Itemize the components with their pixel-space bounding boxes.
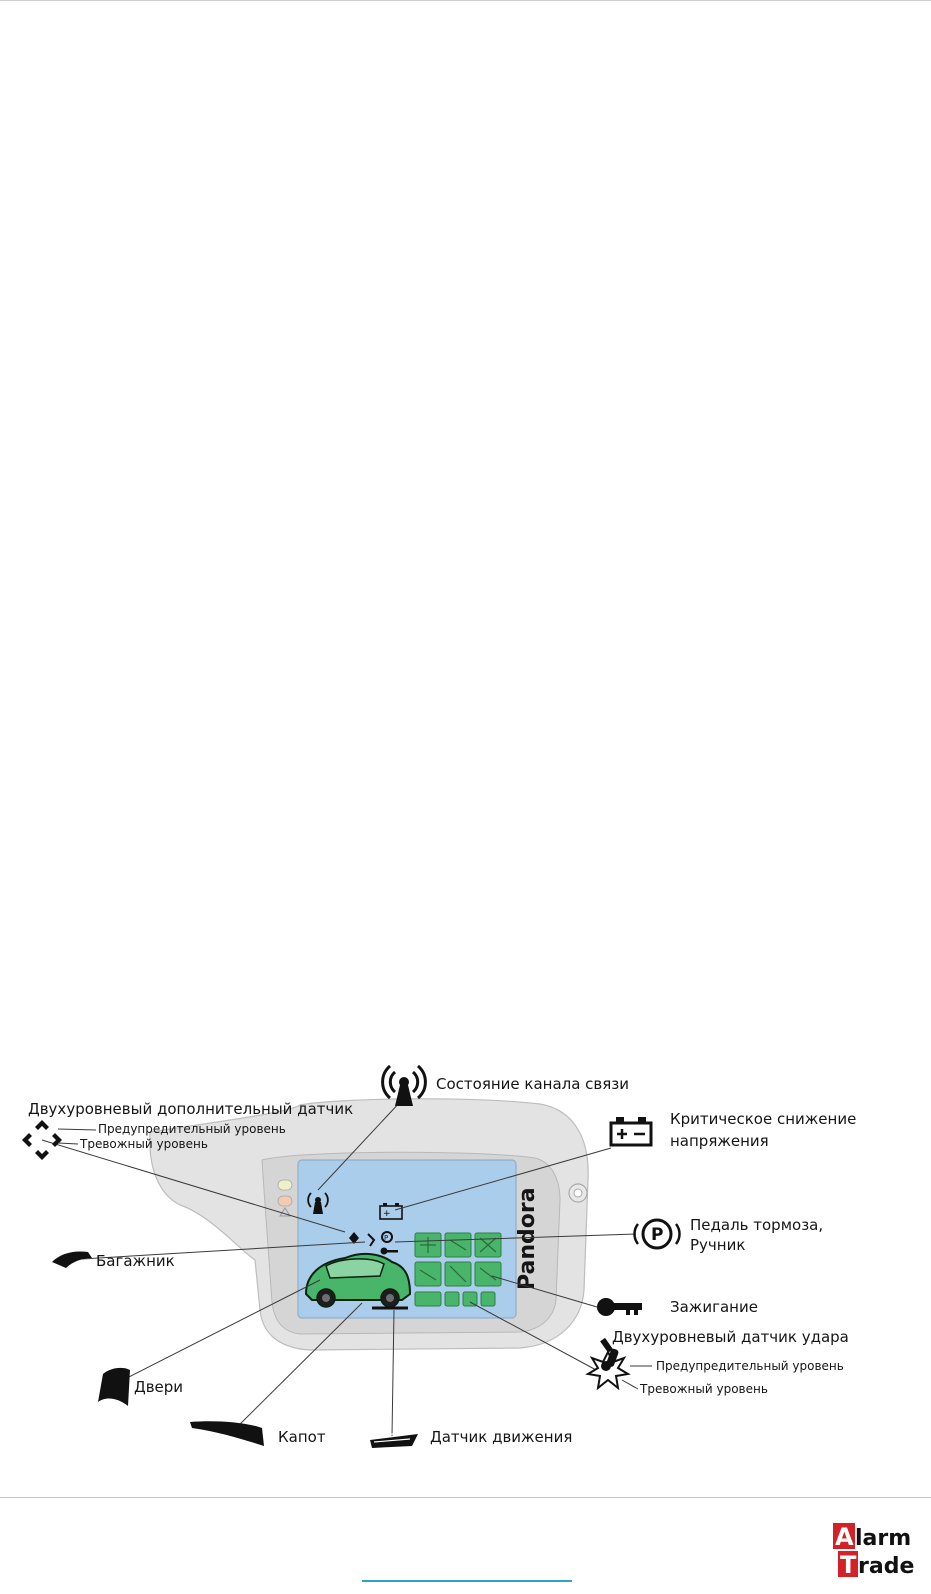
shock-sensor-alarm-level: Тревожный уровень [640, 1382, 768, 1396]
hood-icon [190, 1421, 264, 1446]
brake-label-line2: Ручник [690, 1236, 746, 1254]
aux-sensor-warning-level: Предупредительный уровень [98, 1122, 286, 1136]
svg-text:P: P [384, 1234, 389, 1242]
motion-sensor-icon [370, 1432, 418, 1448]
footer-link-underline[interactable] [362, 1580, 572, 1582]
logo-initial-t: T [840, 1551, 857, 1579]
low-voltage-label-line2: напряжения [670, 1132, 769, 1150]
aux-sensor-title: Двухуровневый дополнительный датчик [28, 1100, 354, 1118]
doors-label: Двери [134, 1378, 184, 1396]
logo-word-larm: larm [855, 1526, 912, 1551]
aux-sensor-alarm-level: Тревожный уровень [80, 1137, 208, 1151]
svg-text:P: P [651, 1225, 664, 1245]
trunk-icon [52, 1251, 92, 1268]
ignition-key-icon [597, 1298, 642, 1316]
link-state-label: Состояние канала связи [436, 1075, 630, 1093]
doors-icon [98, 1368, 130, 1406]
bottom-rule [0, 1497, 931, 1498]
device-brand-label: Pandora [515, 1187, 540, 1290]
shock-sensor-title: Двухуровневый датчик удара [612, 1328, 849, 1346]
hood-label: Капот [278, 1428, 326, 1446]
alarm-trade-logo [833, 1523, 914, 1579]
logo-word-rade: rade [858, 1554, 915, 1579]
svg-text:+: + [383, 1209, 391, 1219]
trunk-label: Багажник [96, 1252, 175, 1270]
logo-initial-a: A [835, 1523, 854, 1551]
parking-brake-icon [634, 1220, 679, 1248]
shock-sensor-warning-level: Предупредительный уровень [656, 1359, 844, 1373]
motion-sensor-label: Датчик движения [430, 1428, 573, 1446]
brake-label-line1: Педаль тормоза, [690, 1216, 824, 1234]
low-voltage-label-line1: Критическое снижение [670, 1110, 857, 1128]
battery-icon [611, 1117, 651, 1145]
ignition-label: Зажигание [670, 1298, 758, 1316]
